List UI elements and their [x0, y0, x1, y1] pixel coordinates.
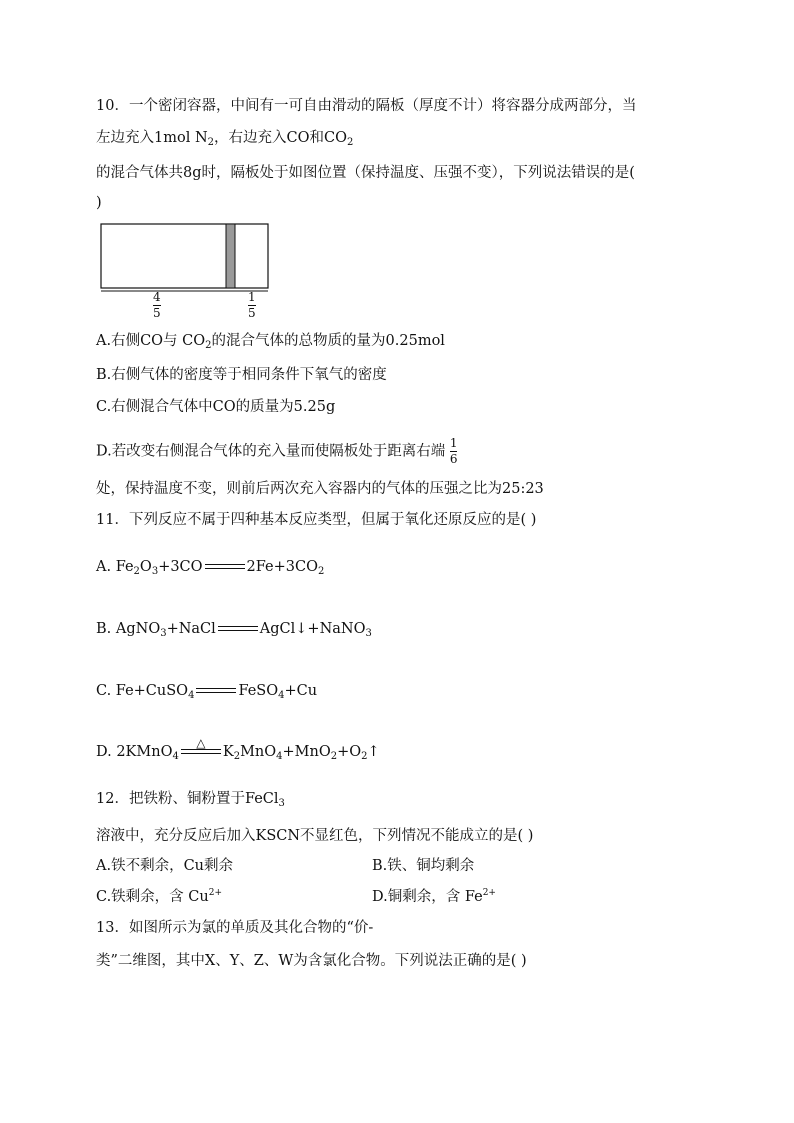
- left-fraction: 4 5: [153, 290, 161, 320]
- q11-option-a: A. $Fe_2O_3+3CO$ $2Fe+3CO_2$: [96, 559, 325, 577]
- q12-option-b: B.铁、铜均剩余: [372, 858, 475, 874]
- q10-line1: 10．一个密闭容器，中间有一可自由滑动的隔板（厚度不计）将容器分成两部分，当: [96, 98, 637, 114]
- partition-plate: [226, 224, 235, 288]
- q12-option-a: A.铁不剩余，Cu剩余: [96, 858, 234, 874]
- q10-option-c: C.右侧混合气体中CO的质量为5.25g: [96, 399, 336, 415]
- q10-option-d: D.若改变右侧混合气体的充入量而使隔板处于距离右端 $\frac{1}{6}$: [96, 436, 458, 466]
- q13-line1: 13．如图所示为氯的单质及其化合物的“价-: [96, 920, 374, 936]
- heat-symbol: △: [196, 736, 206, 750]
- q12-option-c: C.铁剩余，含 $Cu^{2+}$: [96, 888, 223, 905]
- q10-option-b: B.右侧气体的密度等于相同条件下氧气的密度: [96, 367, 387, 383]
- right-fraction: 1 5: [248, 290, 256, 320]
- q10-option-d-line2: 处，保持温度不变，则前后两次充入容器内的气体的压强之比为25:23: [96, 481, 544, 497]
- q10-line2: 左边充入1mol $N_2$，右边充入CO和$CO_2$: [96, 130, 354, 148]
- q12-line2: 溶液中，充分反应后加入KSCN不显红色，下列情况不能成立的是( ): [96, 828, 534, 844]
- q11-option-b: B. AgNO$_3$+NaCl AgCl↓+NaNO$_3$: [96, 621, 372, 639]
- q11-option-d: D. 2KMnO$_4$ △ $K_2MnO_4+MnO_2+O_2↑$: [96, 742, 380, 762]
- q13-line2: 类”二维图，其中X、Y、Z、W为含氯化合物。下列说法正确的是( ): [96, 953, 527, 969]
- container-partition-figure: [96, 221, 276, 325]
- option-d-fraction: $\frac{1}{6}$: [449, 436, 458, 466]
- q10-line3: 的混合气体共8g时，隔板处于如图位置（保持温度、压强不变），下列说法错误的是(: [96, 165, 635, 181]
- q10-option-a: A.右侧CO与 $CO_2$的混合气体的总物质的量为0.25mol: [96, 333, 445, 351]
- q10-line4: ): [96, 195, 102, 211]
- q12-line1: 12．把铁粉、铜粉置于FeCl$_3$: [96, 791, 285, 809]
- q11-stem: 11．下列反应不属于四种基本反应类型，但属于氧化还原反应的是( ): [96, 512, 537, 528]
- q12-option-d: D.铜剩余，含 $Fe^{2+}$: [372, 888, 496, 905]
- q11-option-c: C. Fe+CuSO$_4$ FeSO$_4$+Cu: [96, 683, 318, 701]
